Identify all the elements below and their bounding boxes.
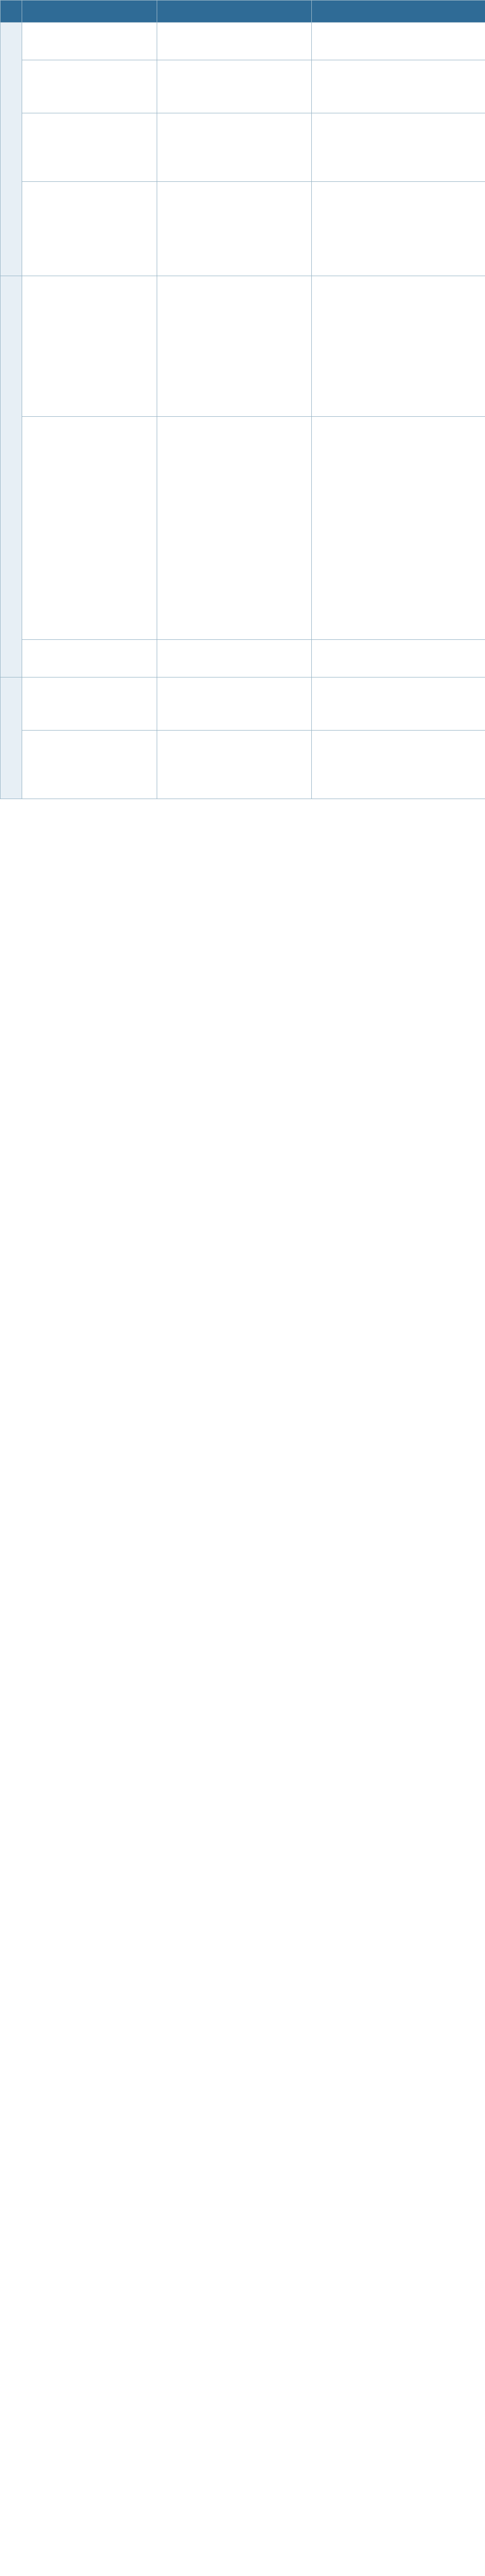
category-cell (1, 677, 22, 799)
company-name (22, 60, 157, 113)
category-cell (1, 276, 22, 677)
contact-cell (312, 731, 485, 799)
content-cell (157, 276, 312, 417)
contact-cell (312, 640, 485, 677)
content-cell (157, 677, 312, 731)
table-row (1, 23, 485, 60)
content-cell (157, 417, 312, 640)
enterprise-table (0, 0, 485, 799)
company-name (22, 276, 157, 417)
content-cell (157, 640, 312, 677)
table-row (1, 113, 485, 182)
contact-cell (312, 113, 485, 182)
company-name (22, 182, 157, 276)
contact-cell (312, 677, 485, 731)
contact-cell (312, 60, 485, 113)
company-name (22, 731, 157, 799)
table-header-row (1, 1, 485, 23)
contact-cell (312, 23, 485, 60)
table-row (1, 182, 485, 276)
header-content (157, 1, 312, 23)
contact-cell (312, 417, 485, 640)
table-row (1, 731, 485, 799)
content-cell (157, 182, 312, 276)
contact-cell (312, 276, 485, 417)
company-name (22, 113, 157, 182)
header-category (1, 1, 22, 23)
content-cell (157, 731, 312, 799)
table-row (1, 677, 485, 731)
header-contact (312, 1, 485, 23)
content-cell (157, 60, 312, 113)
table-row (1, 417, 485, 640)
table-row (1, 60, 485, 113)
company-name (22, 417, 157, 640)
company-name (22, 677, 157, 731)
table-row (1, 640, 485, 677)
company-name (22, 23, 157, 60)
header-company (22, 1, 157, 23)
company-name (22, 640, 157, 677)
table-row (1, 276, 485, 417)
content-cell (157, 113, 312, 182)
table-body (1, 1, 485, 799)
content-cell (157, 23, 312, 60)
category-cell (1, 23, 22, 276)
contact-cell (312, 182, 485, 276)
